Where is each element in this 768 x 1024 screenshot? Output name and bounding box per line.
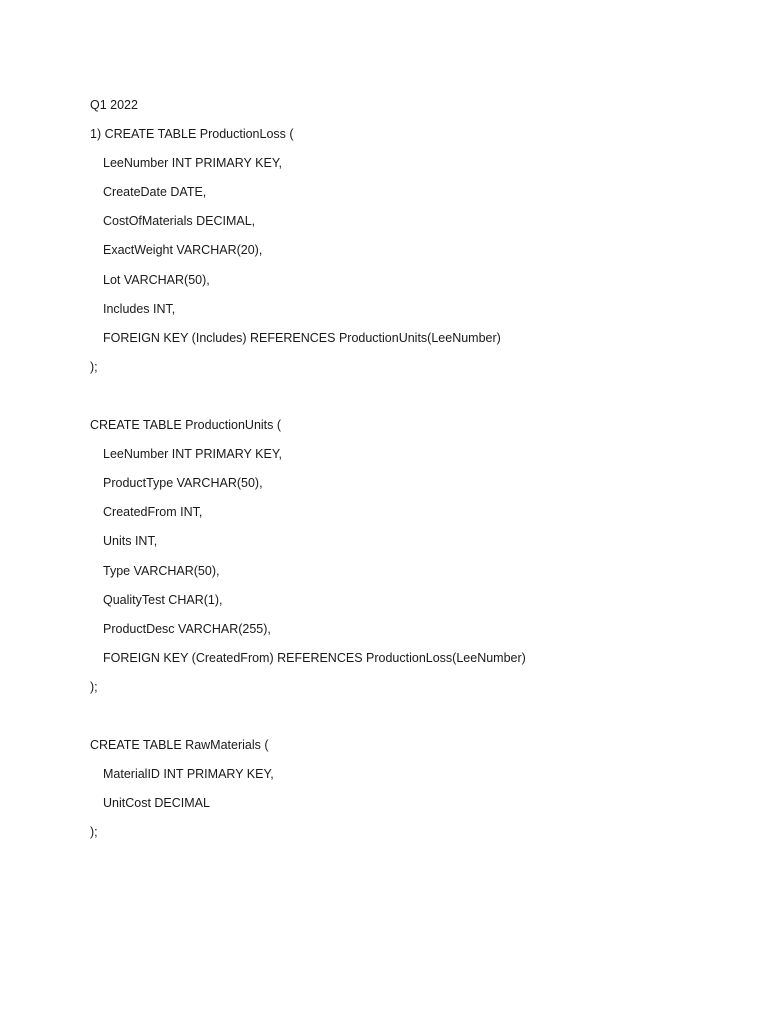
statement-close: ); [90,679,98,694]
column-definition: ProductType VARCHAR(50), [103,476,263,491]
document-page [90,91,730,847]
column-definition: CostOfMaterials DECIMAL, [103,214,256,229]
column-definition: Type VARCHAR(50), [103,563,220,578]
column-definition: UnitCost DECIMAL [103,796,210,811]
foreign-key-definition: FOREIGN KEY (CreatedFrom) REFERENCES ProductionLoss(LeeNumber) [103,650,526,665]
column-definition: MaterialID INT PRIMARY KEY, [103,767,274,782]
statement-close: ); [90,825,98,840]
column-definition: CreatedFrom INT, [103,505,203,520]
column-definition: CreateDate DATE, [103,185,207,200]
blank-line [90,382,730,411]
column-definition: QualityTest CHAR(1), [103,592,223,607]
statement-close: ); [90,359,98,374]
document-heading: Q1 2022 [90,98,138,112]
create-table-statement: CREATE TABLE RawMaterials ( [90,738,269,753]
column-definition: LeeNumber INT PRIMARY KEY, [103,156,283,171]
create-table-statement: CREATE TABLE ProductionUnits ( [90,418,282,433]
column-definition: LeeNumber INT PRIMARY KEY, [103,447,283,462]
blank-line [90,702,730,731]
column-definition: ExactWeight VARCHAR(20), [103,243,263,258]
column-definition: ProductDesc VARCHAR(255), [103,621,271,636]
create-table-statement: 1) CREATE TABLE ProductionLoss ( [90,127,294,142]
column-definition: Units INT, [103,534,158,549]
foreign-key-definition: FOREIGN KEY (Includes) REFERENCES ProductionUnits(LeeNumber) [103,330,501,345]
column-definition: Lot VARCHAR(50), [103,272,210,287]
column-definition: Includes INT, [103,301,176,316]
